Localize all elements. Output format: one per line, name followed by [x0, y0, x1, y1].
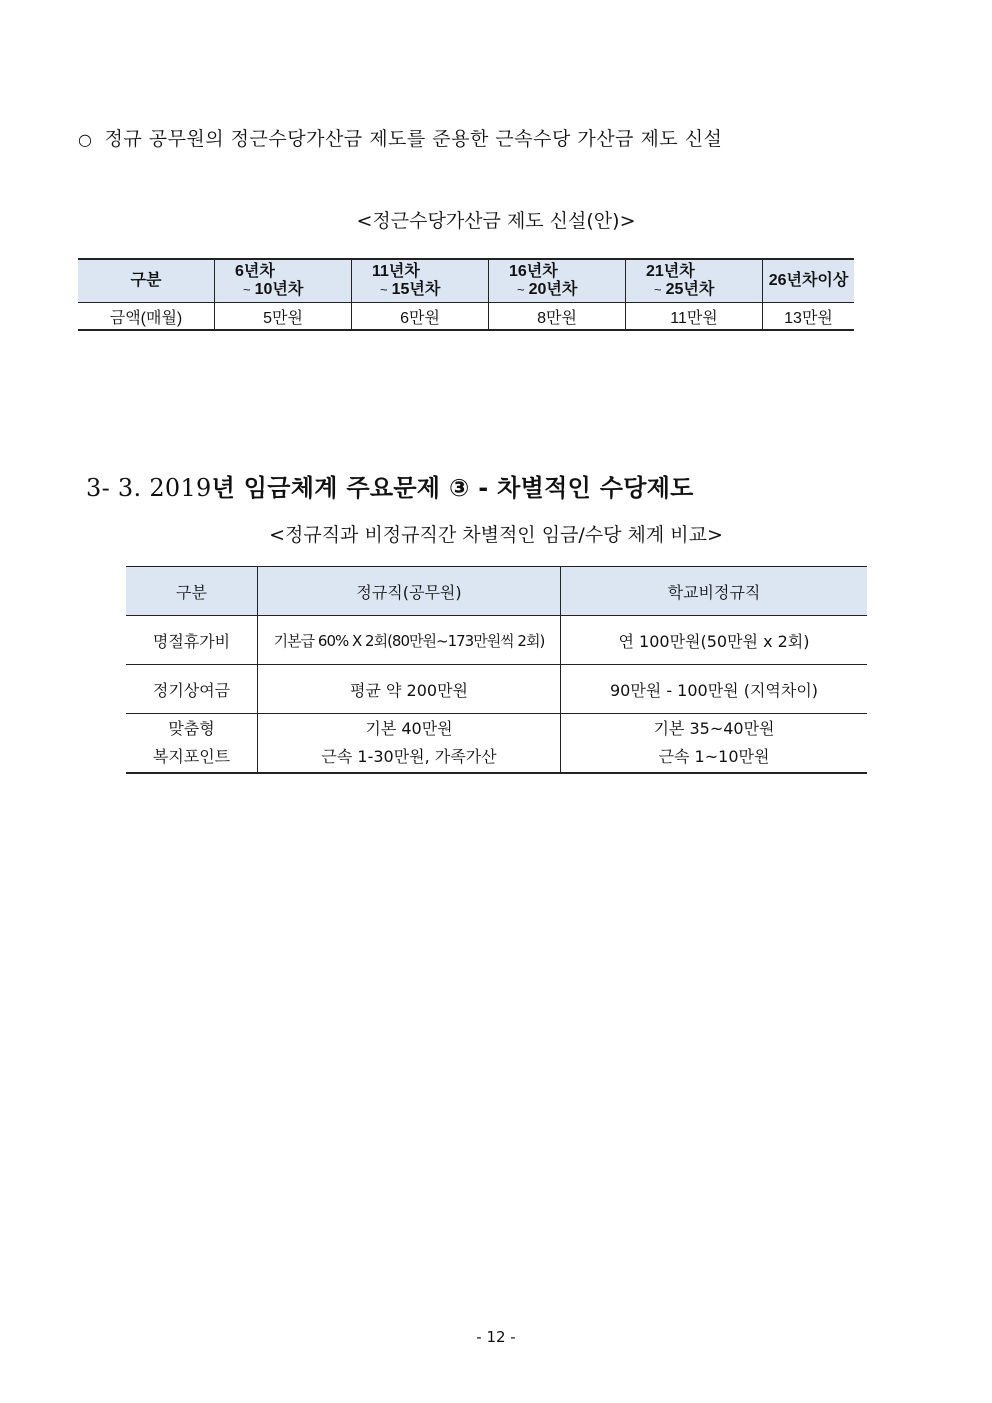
table1-cell: 11만원 — [626, 303, 763, 331]
range-end: 25년차 — [665, 281, 715, 298]
table2-row — [126, 665, 867, 714]
table2-cell-nonregular: 연 100만원(50만원 x 2회) — [561, 616, 868, 665]
table1-header-range — [352, 259, 489, 303]
table1-header-range — [215, 259, 352, 303]
cell-line: 근속 1-30만원, 가족가산 — [321, 747, 497, 766]
table1-header-range — [626, 259, 763, 303]
table1-row-label: 금액(매월) — [78, 303, 215, 331]
page-number: - 12 - — [476, 1328, 516, 1346]
table1-caption: <정근수당가산금 제도 신설(안)> — [356, 210, 636, 232]
bullet-circle-icon: ○ — [78, 130, 93, 149]
tilde: ~ — [243, 282, 251, 297]
allowance-table — [78, 258, 854, 331]
table1-cell: 8만원 — [489, 303, 626, 331]
range-start: 21년차 — [646, 263, 695, 280]
table2-row-label: 정기상여금 — [126, 665, 258, 714]
table2-header-row — [126, 567, 867, 616]
tilde: ~ — [654, 282, 662, 297]
table2-row — [126, 714, 867, 774]
label-line: 복지포인트 — [152, 747, 231, 766]
table2-header-nonregular: 학교비정규직 — [561, 567, 868, 616]
table1-cell: 13만원 — [763, 303, 855, 331]
table1-cell: 5만원 — [215, 303, 352, 331]
tilde: ~ — [380, 282, 388, 297]
range-end: 20년차 — [528, 281, 578, 298]
table2-header-category: 구분 — [126, 567, 258, 616]
label-line: 맞춤형 — [168, 719, 215, 738]
table1-row — [78, 303, 854, 331]
range-start: 6년차 — [235, 263, 275, 280]
comparison-table — [126, 566, 867, 774]
range-start: 16년차 — [509, 263, 558, 280]
table2-header-regular: 정규직(공무원) — [258, 567, 561, 616]
table2-row-label: 명절휴가비 — [126, 616, 258, 665]
section-heading — [86, 468, 694, 503]
table2-cell-nonregular: 90만원 - 100만원 (지역차이) — [561, 665, 868, 714]
table2-cell-regular: 평균 약 200만원 — [258, 665, 561, 714]
table1-header-row — [78, 259, 854, 303]
bullet-text: 정규 공무원의 정근수당가산금 제도를 준용한 근속수당 가산금 제도 신설 — [104, 128, 723, 150]
cell-line: 기본 40만원 — [365, 719, 453, 738]
cell-line: 근속 1~10만원 — [658, 747, 770, 766]
table1-cell: 6만원 — [352, 303, 489, 331]
table1-header-range — [489, 259, 626, 303]
section-title-text: 년 임금체계 주요문제 ③ - 차별적인 수당제도 — [211, 474, 694, 502]
table2-cell-regular — [258, 714, 561, 774]
table2-row-label — [126, 714, 258, 774]
range-start: 11년차 — [372, 263, 420, 280]
tilde: ~ — [517, 282, 525, 297]
section-number: 3- 3. 2019 — [86, 474, 212, 502]
cell-line: 기본 35~40만원 — [653, 719, 775, 738]
range-end: 10년차 — [254, 281, 304, 298]
table2-cell-regular: 기본급 60% X 2회(80만원~173만원씩 2회) — [258, 616, 561, 665]
table1-header-last: 26년차이상 — [763, 259, 855, 303]
table2-row — [126, 616, 867, 665]
table2-cell-nonregular — [561, 714, 868, 774]
range-end: 15년차 — [391, 281, 441, 298]
table1-header-category: 구분 — [78, 259, 215, 303]
bullet-paragraph — [78, 124, 722, 151]
table2-caption: <정규직과 비정규직간 차별적인 임금/수당 체계 비교> — [269, 524, 723, 546]
